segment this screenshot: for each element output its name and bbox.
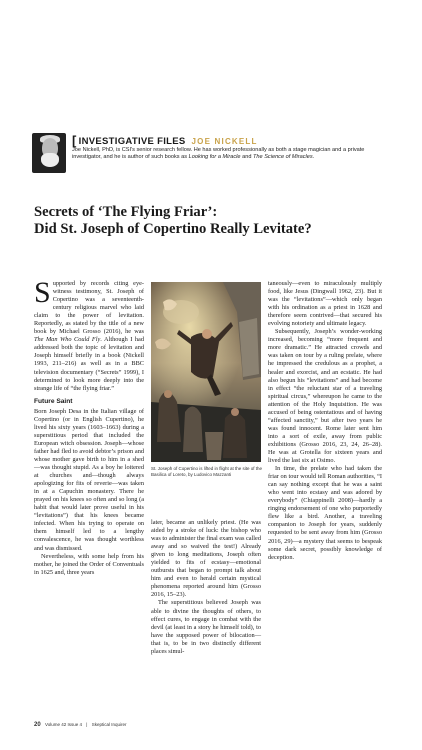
page-number: 20 (34, 722, 41, 728)
text-column-3 (268, 280, 382, 562)
text-column-2 (151, 519, 261, 656)
article-title (34, 204, 394, 238)
column-tag (72, 133, 258, 148)
intro-paragraph: Supported by records citing eye-witness testimony, St. Joseph of Copertino was a seventeenth-century religious marvel who laid claim to the power of levitation. Reportedly, as stated by the title of a new book by Michael Grosso (2016), he was The Man Who Could Fly. Although I had addressed both the topic of levitation and Joseph himself briefly in a book (Nickell 1993, 211–216) as well as in a BBC television documentary (“Secrets” 1999), I determined to look more deeply into the strange life of “the flying friar.” (34, 276, 144, 392)
column-name: INVESTIGATIVE FILES (78, 136, 186, 147)
paragraph: Born Joseph Desa in the Italian village of Copertino (or in English Cupertino), he lived his sixty years (1603–1663) during a superstitious period that included the European witch obsession. Joseph—whose father had fled to avoid debtor’s prison and whose mother gave birth to him in a shed—was thought stupid. As a boy he loitered at churches and—though always apologizing for fits of reverie—was taken in at a Capuchin monastery. There he prayed on his knees so often and so long (a habit that would later prove useful in his “levitations”) that his knees became infected. When his trying to operate on them himself led to a lengthy convalescence, he was thought worthless and was dismissed. (34, 407, 144, 552)
paragraph: The superstitious believed Joseph was able to divine the thoughts of others, to effect cures, to engage in combat with the devil (at least in a story he himself told), to have the supposed power of bilocation—that is, to be in two distinctly different places simul- (151, 599, 261, 655)
author-bio: Joe Nickell, PhD, is CSI's senior research fellow. He has worked professionally as both a stage magician and a private investigator, and he is author of such books as Looking for a Miracle and The Science of Miracles. (72, 147, 365, 161)
title-line-1: Secrets of ‘The Flying Friar’: (34, 204, 218, 220)
magazine-name: Skeptical Inquirer (91, 722, 127, 727)
column-author: JOE NICKELL (191, 137, 258, 146)
footer-separator: | (86, 722, 88, 727)
text-column-1 (34, 276, 144, 577)
section-subhead: Future Saint (34, 397, 73, 405)
painting-image (151, 282, 261, 462)
paragraph: Nevertheless, with some help from his mother, he joined the Order of Conventuals in 1625 and, three years (34, 552, 144, 576)
issue-label: Volume 42 Issue 4 (44, 722, 82, 727)
title-line-2: Did St. Joseph of Copertino Really Levitate? (34, 221, 312, 237)
column-header (32, 133, 402, 175)
figure-caption: St. Joseph of Copertino is lifted in flight at the site of the Basilica of Loreto, by Ludovico Mazzanti (151, 466, 263, 477)
bracket-glyph: [ (72, 133, 77, 148)
paragraph: In time, the prelate who had taken the friar on tour would tell Roman authorities, “I can say nothing except that he was a saint who went into ecstasy and was adored by everybody” (Chiappinelli 2008)—hardly a ringing endorsement of one who purportedly flew like a bird. Another, a traveling companion to Joseph for years, suddenly requested to be sent away from him (Grosso 2016, 29)—a mystery that seems to bespeak some dark secret, possibly knowledge of deception. (268, 465, 382, 561)
author-photo (32, 133, 66, 173)
paragraph: Subsequently, Joseph’s wonder-working increased, becoming “more frequent and more dramatic.” He attracted crowds and was taken on tour by a ruling prelate, where he impressed the credulous as a prophet, a healer and exorcist, and an ecstatic. He had also begun his “levitations” and had become in effect “the reluctant star of a traveling spiritual circus,” whereupon he came to the attention of the Holy Inquisition. He was accused of being ostentatious and of having “affected sanctity,” but after two years he was found innocent. Rome later sent him into a sort of exile, away from public exhibitions (Grosso 2016, 23, 24, 26–28). He was at Grotella for sixteen years and lived the last six at Osimo. (268, 328, 382, 465)
drop-cap: S (34, 276, 51, 309)
paragraph: later, became an unlikely priest. (He was aided by a stroke of luck: the bishop who was to administer the final exam was called away and so waived the test!) Already given to long meditations, Joseph often yielded to fits of ecstasy—emotional outbursts that began to prompt talk about him and even to herald certain mystical phenomena reported around him (Grosso 2016, 15–23). (151, 519, 261, 599)
page-footer (34, 722, 126, 728)
paragraph: taneously—even to miraculously multiply food, like Jesus (Dingwall 1962, 23). But it was the “levitations”—which only began with his ordination as a priest in 1628 and therefore seem contrived—that secured his evolving notoriety and ultimate legacy. (268, 280, 382, 328)
